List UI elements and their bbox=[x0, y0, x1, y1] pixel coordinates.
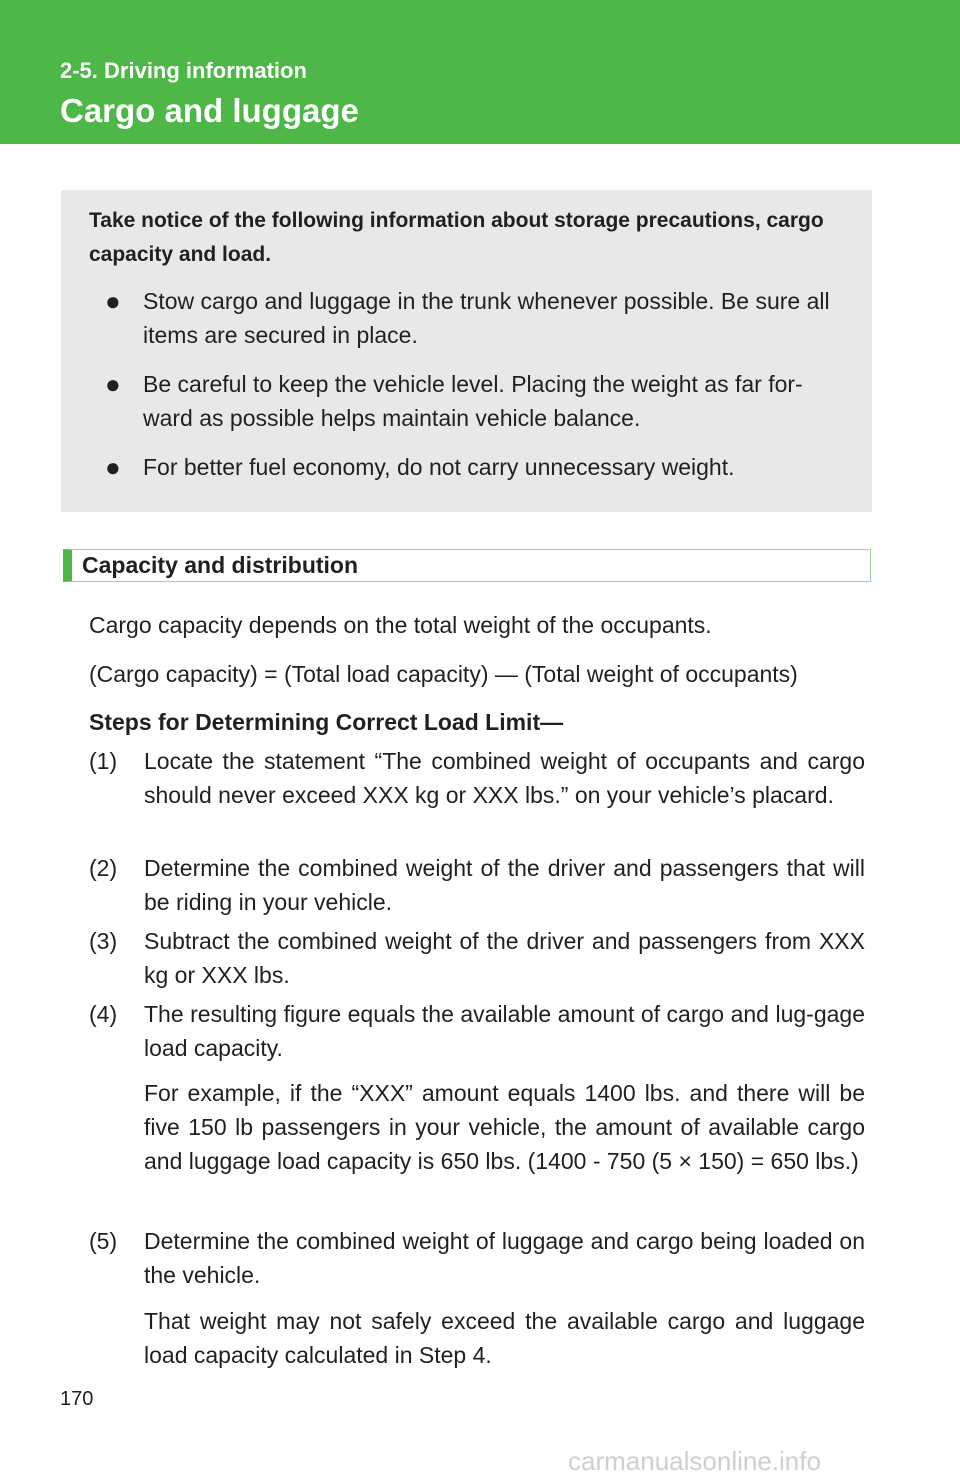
section-number: 2-5. Driving information bbox=[60, 58, 307, 83]
page-title: Cargo and luggage bbox=[60, 92, 359, 129]
bullet-text: Stow cargo and luggage in the trunk whenever possible. Be sure all items are secured in place. bbox=[143, 288, 830, 348]
notice-bullet bbox=[105, 367, 845, 435]
step-example: For example, if the “XXX” amount equals 1400 lbs. and there will be five 150 lb passengers in your vehicle, the amount of available cargo and luggage load capacity is 650 lbs. (1400 - 750 (5 × 150) = 650 lbs.) bbox=[144, 1080, 865, 1174]
bullet-dot-icon: ● bbox=[105, 286, 121, 316]
step-number: (5) bbox=[89, 1228, 118, 1254]
step-text: Determine the combined weight of luggage and cargo being loaded on the vehicle. bbox=[144, 1228, 865, 1288]
steps-heading: Steps for Determining Correct Load Limit— bbox=[89, 709, 564, 735]
bullet-text: For better fuel economy, do not carry unnecessary weight. bbox=[143, 454, 735, 480]
notice-intro: Take notice of the following information about storage precautions, cargo capacity and load. bbox=[89, 209, 824, 266]
capacity-formula: (Cargo capacity) = (Total load capacity) — (Total weight of occupants) bbox=[89, 661, 798, 687]
step-number: (4) bbox=[89, 1001, 118, 1027]
step-number: (1) bbox=[89, 748, 118, 774]
notice-bullet bbox=[105, 450, 845, 484]
step-text: Subtract the combined weight of the driver and passengers from XXX kg or XXX lbs. bbox=[144, 928, 865, 988]
chapter-header bbox=[0, 0, 960, 144]
step-number: (2) bbox=[89, 855, 118, 881]
notice-bullet bbox=[105, 284, 845, 352]
subsection-heading-text: Capacity and distribution bbox=[82, 552, 359, 578]
step-text: Locate the statement “The combined weight of occupants and cargo should never exceed XXX kg or XXX lbs.” on your vehicle’s placard. bbox=[144, 748, 865, 808]
step-text: Determine the combined weight of the driver and passengers that will be riding in your vehicle. bbox=[144, 855, 865, 915]
step-note: That weight may not safely exceed the available cargo and luggage load capacity calculated in Step 4. bbox=[144, 1308, 865, 1368]
bullet-text: Be careful to keep the vehicle level. Placing the weight as far for-ward as possible helps maintain vehicle balance. bbox=[143, 371, 803, 431]
step-text: The resulting figure equals the available amount of cargo and lug-gage load capacity. bbox=[144, 1001, 865, 1061]
watermark: carmanualsonline.info bbox=[568, 1446, 821, 1476]
capacity-intro: Cargo capacity depends on the total weight of the occupants. bbox=[89, 612, 712, 638]
subsection-heading bbox=[63, 549, 871, 582]
page-number: 170 bbox=[60, 1388, 94, 1410]
step-number: (3) bbox=[89, 928, 118, 954]
bullet-dot-icon: ● bbox=[105, 369, 121, 399]
notice-box bbox=[61, 190, 872, 512]
bullet-dot-icon: ● bbox=[105, 452, 121, 482]
